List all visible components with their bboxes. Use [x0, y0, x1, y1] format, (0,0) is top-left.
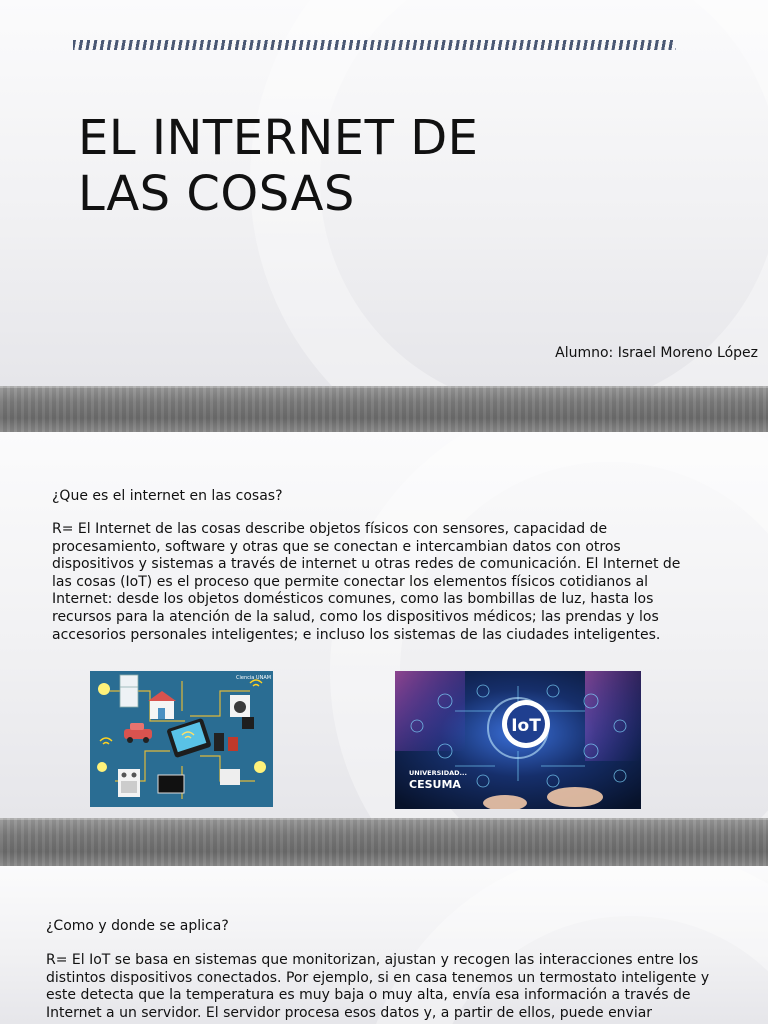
iot-caption-line2: CESUMA: [409, 778, 461, 791]
content-slide-how-where: [0, 866, 768, 1024]
presentation-title: [78, 110, 479, 222]
iot-badge-text: IoT: [511, 716, 541, 736]
title-line-1: EL INTERNET DE: [78, 110, 479, 166]
slide-question: ¿Como y donde se aplica?: [46, 918, 229, 934]
slide-divider-floor: [0, 386, 768, 432]
fridge-icon: [120, 675, 138, 707]
washer-icon: [230, 695, 250, 717]
author-label: Alumno: Israel Moreno López: [555, 345, 758, 361]
iot-graphic: [395, 671, 641, 809]
slide-answer: R= El Internet de las cosas describe objetos físicos con sensores, capacidad de procesamiento, software y otras que se conectan e intercambian datos con otros dispositivos y sistemas a través de internet u otras redes de comunicación. El Internet de las cosas (IoT) es el proceso que permite conectar los elementos físicos cotidianos al Internet: desde los objetos domésticos comunes, como las bombillas de luz, hasta los recursos para la atención de la salud, como los dispositivos médicos; las prendas y los accesorios personales inteligentes; e incluso los sistemas de las ciudades inteligentes.: [52, 521, 681, 643]
title-line-2: LAS COSAS: [78, 166, 355, 222]
slide-divider-floor: [0, 818, 768, 866]
iot-caption-line1: UNIVERSIDAD...: [409, 769, 467, 777]
smart-home-graphic: [90, 671, 273, 807]
smart-home-illustration: [90, 671, 273, 807]
decorative-stripe-bar: [73, 40, 676, 50]
title-slide: [0, 0, 768, 386]
stove-icon: [118, 769, 140, 797]
image-caption: Ciencia UNAM: [236, 675, 272, 681]
slide-question: ¿Que es el internet en las cosas?: [52, 488, 283, 504]
iot-illustration: [395, 671, 641, 809]
content-slide-what-is: [0, 432, 768, 818]
slide-answer: R= El IoT se basa en sistemas que monitorizan, ajustan y recogen las interacciones entre los distintos dispositivos conectados. Por ejemplo, si en casa tenemos un termostato inteligente y este detecta que la temperatura es muy baja o muy alta, envía esa información a través de Internet a un servidor. El servidor procesa esos datos y, a partir de ellos, puede enviar: [46, 952, 710, 1021]
